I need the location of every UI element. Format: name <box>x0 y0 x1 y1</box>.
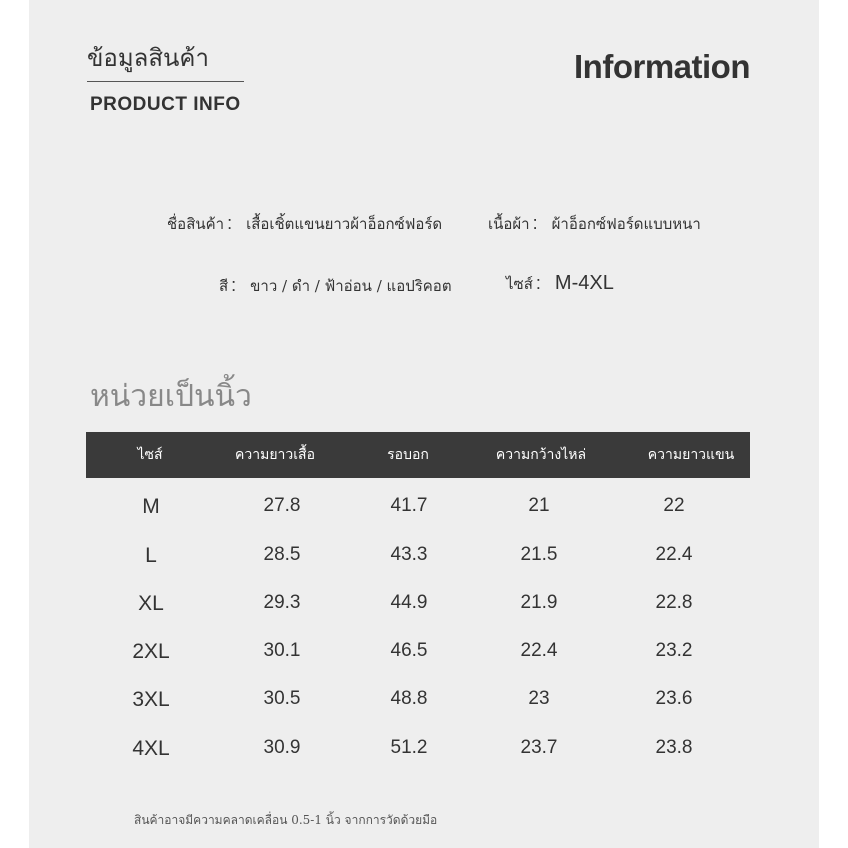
cell-length: 29.3 <box>263 592 301 613</box>
spec-label: ไซส์ <box>506 275 533 293</box>
spec-label: ชื่อสินค้า <box>167 215 225 233</box>
cell-sleeve: 23.2 <box>655 640 693 661</box>
spec-colon: : <box>532 213 538 233</box>
cell-shoulder: 21.9 <box>520 592 558 613</box>
spec-colors <box>219 274 452 298</box>
cell-chest: 51.2 <box>390 737 428 758</box>
cell-chest: 48.8 <box>390 688 428 709</box>
spec-value: เสื้อเชิ้ตแขนยาวผ้าอ็อกซ์ฟอร์ด <box>246 215 443 233</box>
spec-colon: : <box>535 273 541 293</box>
content-panel <box>29 0 819 848</box>
cell-size: 4XL <box>132 737 170 760</box>
cell-shoulder: 21 <box>528 495 550 516</box>
cell-size: 3XL <box>132 688 170 711</box>
spec-label: เนื้อผ้า <box>488 215 530 233</box>
spec-product-name <box>167 212 442 236</box>
table-row <box>86 737 750 767</box>
cell-sleeve: 23.6 <box>655 688 693 709</box>
cell-length: 30.5 <box>263 688 301 709</box>
spec-size <box>506 272 614 296</box>
unit-title: หน่วยเป็นนิ้ว <box>90 379 252 414</box>
cell-length: 27.8 <box>263 495 301 516</box>
cell-sleeve: 23.8 <box>655 737 693 758</box>
spec-colon: : <box>231 275 237 295</box>
table-row <box>86 544 750 574</box>
cell-chest: 44.9 <box>390 592 428 613</box>
size-table-header <box>86 432 750 478</box>
cell-sleeve: 22.4 <box>655 544 693 565</box>
cell-length: 30.9 <box>263 737 301 758</box>
information-heading: Information <box>574 48 750 85</box>
cell-sleeve: 22.8 <box>655 592 693 613</box>
thai-section-title: ข้อมูลสินค้า <box>87 44 209 72</box>
product-info-heading: PRODUCT INFO <box>90 94 241 115</box>
cell-chest: 46.5 <box>390 640 428 661</box>
header-sleeve: ความยาวแขน <box>647 447 735 463</box>
cell-sleeve: 22 <box>663 495 685 516</box>
cell-shoulder: 21.5 <box>520 544 558 565</box>
spec-label: สี <box>219 277 229 295</box>
cell-length: 30.1 <box>263 640 301 661</box>
cell-size: M <box>142 495 160 518</box>
cell-shoulder: 23 <box>528 688 550 709</box>
title-divider <box>87 81 244 82</box>
spec-fabric <box>488 212 701 236</box>
spec-value: ผ้าอ็อกซ์ฟอร์ดแบบหนา <box>551 215 701 233</box>
header-shoulder: ความกว้างไหล่ <box>495 447 587 463</box>
table-row <box>86 640 750 670</box>
spec-value: ขาว / ดำ / ฟ้าอ่อน / แอปริคอต <box>250 277 452 295</box>
table-row <box>86 495 750 525</box>
cell-size: L <box>145 544 157 567</box>
table-row <box>86 688 750 718</box>
measurement-footnote: สินค้าอาจมีความคลาดเคลื่อน 0.5-1 นิ้ว จากการวัดด้วยมือ <box>134 813 438 827</box>
cell-chest: 41.7 <box>390 495 428 516</box>
cell-size: XL <box>138 592 164 615</box>
table-row <box>86 592 750 622</box>
cell-chest: 43.3 <box>390 544 428 565</box>
cell-length: 28.5 <box>263 544 301 565</box>
spec-value: M-4XL <box>554 272 614 294</box>
header-size: ไซส์ <box>137 447 163 463</box>
spec-colon: : <box>227 213 233 233</box>
header-chest: รอบอก <box>387 447 429 463</box>
header-length: ความยาวเสื้อ <box>235 447 315 463</box>
cell-shoulder: 22.4 <box>520 640 558 661</box>
cell-shoulder: 23.7 <box>520 737 558 758</box>
cell-size: 2XL <box>132 640 170 663</box>
